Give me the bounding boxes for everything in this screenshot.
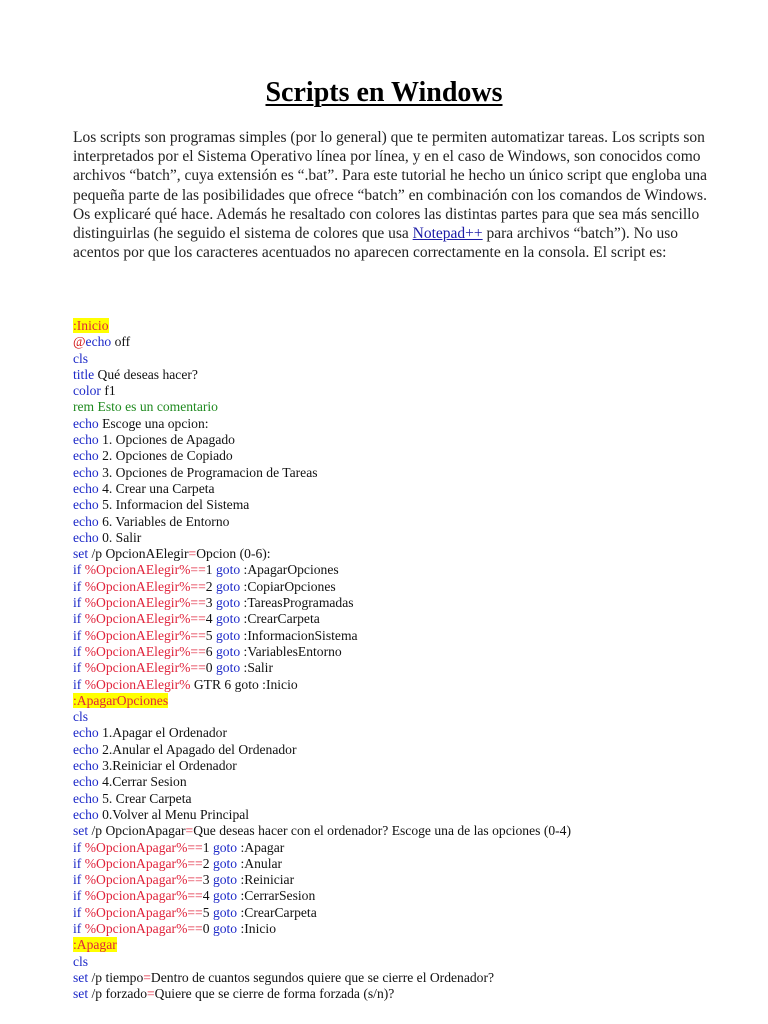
code-operator: == [190, 578, 206, 594]
code-text: /p forzado [88, 986, 147, 1002]
code-keyword: goto [212, 839, 238, 855]
code-keyword: echo [73, 529, 99, 545]
code-operator: == [190, 611, 206, 627]
code-text: f1 [100, 383, 116, 399]
code-keyword: if [73, 627, 82, 643]
code-text: /p tiempo [88, 969, 144, 985]
code-text: /p OpcionApagar [88, 823, 186, 839]
code-variable: %OpcionAElegir% [84, 611, 191, 627]
code-line [73, 611, 753, 627]
code-keyword: cls [73, 709, 89, 725]
code-keyword: color [73, 383, 101, 399]
code-line [73, 497, 753, 513]
code-keyword: if [73, 920, 82, 936]
code-text: /p OpcionAElegir [88, 546, 189, 562]
code-operator: == [187, 904, 203, 920]
code-line [73, 644, 753, 660]
code-operator: == [190, 562, 206, 578]
code-keyword: echo [73, 790, 99, 806]
code-variable: %OpcionApagar% [84, 872, 188, 888]
code-keyword: echo [73, 758, 99, 774]
code-label: :Inicio [73, 318, 109, 333]
code-keyword: if [73, 578, 82, 594]
code-line [73, 807, 753, 823]
code-keyword: echo [73, 725, 99, 741]
code-variable: %OpcionApagar% [84, 904, 188, 920]
code-keyword: if [73, 562, 82, 578]
intro-text [73, 128, 713, 262]
code-operator: == [187, 855, 203, 871]
code-text: :ApagarOpciones [240, 562, 339, 578]
code-keyword: if [73, 643, 82, 659]
code-keyword: goto [215, 595, 241, 611]
code-text: 5. Crear Carpeta [98, 790, 192, 806]
code-keyword: if [73, 855, 82, 871]
code-line [73, 921, 753, 937]
code-keyword: echo [73, 513, 99, 529]
code-keyword: set [73, 986, 89, 1002]
code-variable: %OpcionAElegir% [84, 643, 191, 659]
intro-paragraph-1: Los scripts son programas simples (por lo general) que te permiten automatizar tareas. Los scripts son interpretados por el Sistema Operativo línea por línea, y en el caso de Windows, son conocidos como archivos “batch”, cuya extensión es “.bat”. Para este tutorial he hecho un único script que engloba una pequeña parte de las posibilidades que ofrece “batch” en combinación con los comandos de Windows. [73, 129, 707, 204]
code-text: :CopiarOpciones [240, 578, 336, 594]
code-line [73, 579, 753, 595]
code-keyword: echo [73, 497, 99, 513]
code-keyword: goto [215, 611, 241, 627]
code-text: Dentro de cuantos segundos quiere que se cierre el Ordenador? [150, 969, 495, 985]
code-keyword: echo [73, 448, 99, 464]
code-text: :Apagar [237, 839, 285, 855]
code-keyword: goto [215, 562, 241, 578]
code-text: 4. Crear una Carpeta [98, 480, 215, 496]
code-text: :InformacionSistema [240, 627, 358, 643]
code-variable: %OpcionApagar% [84, 855, 188, 871]
code-line [73, 481, 753, 497]
code-text: 4.Cerrar Sesion [98, 774, 187, 790]
code-text: :VariablesEntorno [240, 643, 342, 659]
code-operator: = [185, 823, 194, 839]
code-keyword: goto [212, 904, 238, 920]
code-line [73, 742, 753, 758]
code-operator: == [190, 595, 206, 611]
code-text: 5. Informacion del Sistema [98, 497, 250, 513]
code-variable: %OpcionAElegir% [84, 660, 191, 676]
code-text: 4 [205, 611, 216, 627]
code-text: Qué deseas hacer? [94, 366, 198, 382]
code-operator: = [147, 986, 155, 1002]
code-text: 2 [202, 855, 213, 871]
code-text: 2 [205, 578, 216, 594]
code-keyword: if [73, 888, 82, 904]
code-line [73, 546, 753, 562]
code-text: 1.Apagar el Ordenador [98, 725, 228, 741]
code-keyword: goto [215, 643, 241, 659]
code-line [73, 399, 753, 415]
code-line [73, 677, 753, 693]
code-keyword: goto [212, 920, 238, 936]
code-keyword: title [73, 366, 95, 382]
code-operator: = [143, 969, 151, 985]
code-text: Que deseas hacer con el ordenador? Escoge una de las opciones (0-4) [193, 823, 572, 839]
code-keyword: if [73, 872, 82, 888]
code-line [73, 351, 753, 367]
code-operator: == [190, 643, 206, 659]
code-keyword: set [73, 823, 89, 839]
code-variable: %OpcionApagar% [84, 920, 188, 936]
code-line [73, 318, 753, 334]
code-line [73, 823, 753, 839]
code-line [73, 383, 753, 399]
code-text: 3.Reiniciar el Ordenador [98, 758, 237, 774]
code-text: :TareasProgramadas [240, 595, 354, 611]
code-text: :CrearCarpeta [237, 904, 317, 920]
code-text: :CrearCarpeta [240, 611, 320, 627]
code-line [73, 709, 753, 725]
code-text: Opcion (0-6): [196, 546, 271, 562]
code-keyword: goto [212, 855, 238, 871]
code-label: :ApagarOpciones [73, 692, 169, 708]
code-keyword: goto [215, 660, 241, 676]
code-text: :CerrarSesion [237, 888, 316, 904]
code-line [73, 660, 753, 676]
code-line [73, 758, 753, 774]
code-text: 1 [205, 562, 216, 578]
code-line [73, 986, 753, 1002]
code-line [73, 954, 753, 970]
code-keyword: cls [73, 350, 89, 366]
code-variable: %OpcionApagar% [84, 839, 188, 855]
code-line [73, 432, 753, 448]
code-keyword: echo [73, 464, 99, 480]
code-operator: == [187, 872, 203, 888]
code-label: :Apagar [73, 937, 117, 953]
code-keyword: goto [215, 578, 241, 594]
code-variable: %OpcionAElegir% [84, 578, 191, 594]
code-keyword: if [73, 660, 82, 676]
code-text: 5 [205, 627, 216, 643]
code-variable: %OpcionAElegir% [84, 562, 191, 578]
code-text: 3. Opciones de Programacion de Tareas [98, 464, 318, 480]
code-text: 2.Anular el Apagado del Ordenador [98, 741, 297, 757]
code-keyword: cls [73, 953, 89, 969]
code-line [73, 970, 753, 986]
code-keyword: echo [73, 415, 99, 431]
code-text: 1. Opciones de Apagado [98, 432, 235, 448]
code-text: 0 [205, 660, 216, 676]
code-line [73, 725, 753, 741]
code-text: 0. Salir [98, 529, 142, 545]
code-line [73, 448, 753, 464]
code-keyword: if [73, 839, 82, 855]
code-keyword: if [73, 611, 82, 627]
code-line [73, 840, 753, 856]
code-keyword: echo [85, 334, 112, 350]
code-text: 5 [202, 904, 213, 920]
document-title: Scripts en Windows [265, 77, 503, 108]
code-line [73, 530, 753, 546]
code-operator: == [190, 627, 206, 643]
code-line [73, 562, 753, 578]
code-keyword: goto [212, 872, 238, 888]
code-keyword: goto [212, 888, 238, 904]
code-keyword: echo [73, 741, 99, 757]
code-text: :Reiniciar [237, 872, 295, 888]
intro-paragraph-2-end: para archivos “batch”). No uso acentos por que los caracteres acentuados no aparecen correctamente en la consola. El script es: [73, 225, 679, 262]
code-keyword: echo [73, 806, 99, 822]
code-keyword: if [73, 595, 82, 611]
code-line [73, 367, 753, 383]
code-text: :Anular [237, 855, 283, 871]
code-line [73, 856, 753, 872]
code-comment: rem Esto es un comentario [73, 399, 218, 415]
code-variable: %OpcionApagar% [84, 888, 188, 904]
code-text: Escoge una opcion: [98, 415, 209, 431]
code-at-sign: @ [73, 334, 86, 350]
code-line [73, 905, 753, 921]
intro-paragraph-2 [73, 205, 713, 263]
code-keyword: set [73, 969, 89, 985]
code-line [73, 937, 753, 953]
code-text: GTR 6 goto :Inicio [190, 676, 298, 692]
code-line [73, 693, 753, 709]
code-line [73, 595, 753, 611]
code-text: 2. Opciones de Copiado [98, 448, 233, 464]
code-operator: == [190, 660, 206, 676]
code-text: 3 [202, 872, 213, 888]
code-line [73, 514, 753, 530]
code-text: 0.Volver al Menu Principal [98, 806, 250, 822]
code-keyword: goto [215, 627, 241, 643]
code-line [73, 774, 753, 790]
code-line [73, 628, 753, 644]
code-text: :Salir [240, 660, 273, 676]
code-text: off [111, 334, 131, 350]
notepad-plus-plus-link[interactable]: Notepad++ [412, 225, 483, 243]
code-keyword: set [73, 546, 89, 562]
code-variable: %OpcionAElegir% [84, 676, 191, 692]
code-line [73, 416, 753, 432]
code-operator: == [187, 888, 203, 904]
code-keyword: echo [73, 432, 99, 448]
intro-paragraph-2-start: Os explicaré qué hace. Además he resaltado con colores las distintas partes para que sea más sencillo distinguirlas (he seguido el sistema de colores que usa [73, 205, 700, 243]
code-text: :Inicio [237, 920, 276, 936]
code-text: 0 [202, 920, 213, 936]
code-text: 1 [202, 839, 213, 855]
code-line [73, 334, 753, 350]
code-keyword: if [73, 904, 82, 920]
script-code-block [73, 318, 753, 1002]
code-operator: = [188, 546, 197, 562]
code-operator: == [187, 839, 203, 855]
code-line [73, 888, 753, 904]
code-line [73, 872, 753, 888]
code-variable: %OpcionAElegir% [84, 627, 191, 643]
code-keyword: if [73, 676, 82, 692]
code-keyword: echo [73, 480, 99, 496]
code-keyword: echo [73, 774, 99, 790]
code-text: 6 [205, 643, 216, 659]
code-text: 6. Variables de Entorno [98, 513, 230, 529]
code-line [73, 465, 753, 481]
code-variable: %OpcionAElegir% [84, 595, 191, 611]
code-operator: == [187, 920, 203, 936]
code-text: 4 [202, 888, 213, 904]
code-text: 3 [205, 595, 216, 611]
code-line [73, 791, 753, 807]
code-text: Quiere que se cierre de forma forzada (s/n)? [154, 986, 395, 1002]
